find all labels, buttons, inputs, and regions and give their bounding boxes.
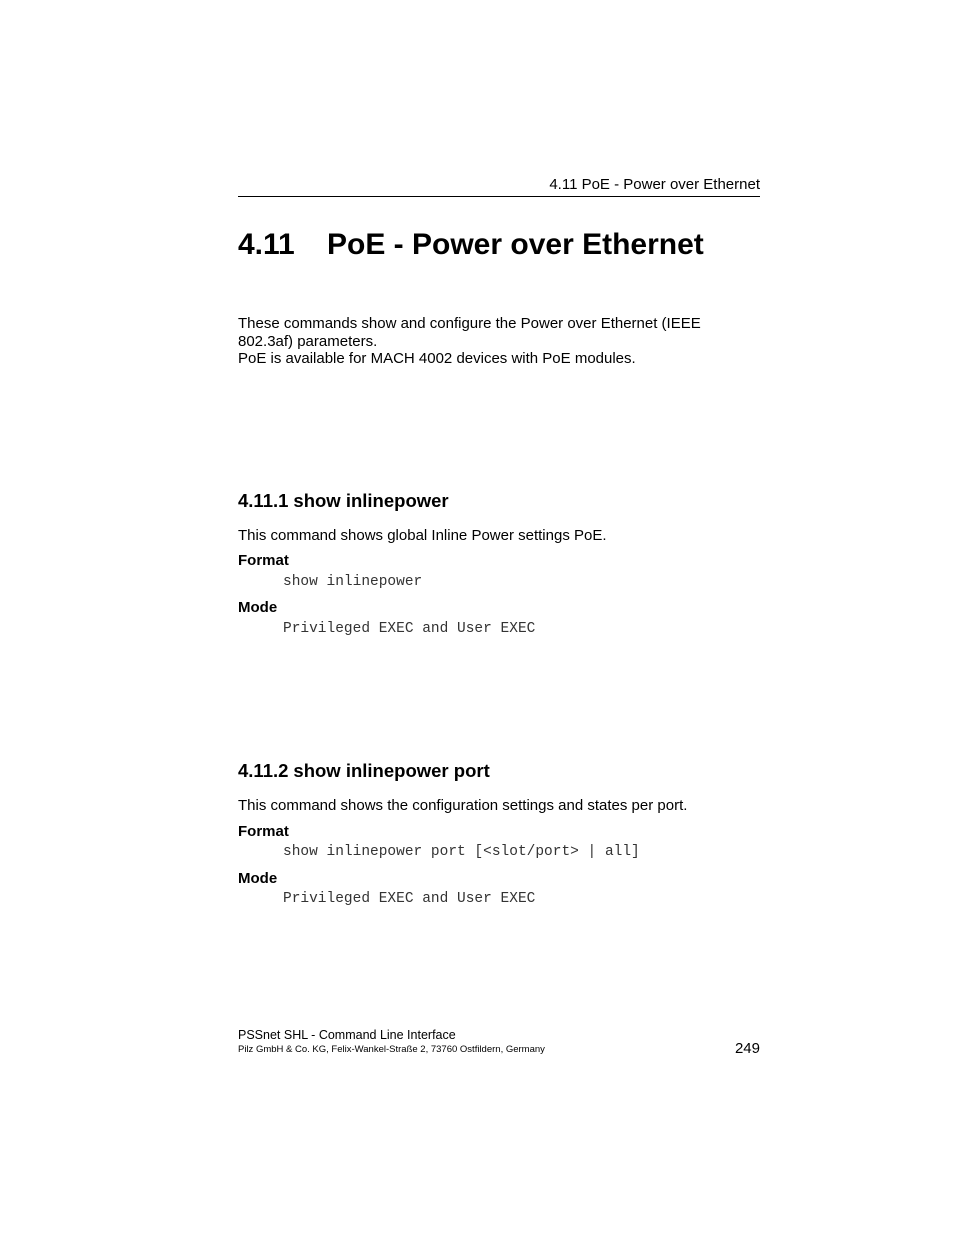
mode-label: Mode xyxy=(238,599,278,616)
intro-line: PoE is available for MACH 4002 devices with PoE modules. xyxy=(238,350,636,367)
chapter-heading xyxy=(238,228,704,262)
format-label: Format xyxy=(238,552,289,569)
section-number: 4.11.2 xyxy=(238,760,289,781)
intro-line: These commands show and configure the Power over Ethernet (IEEE xyxy=(238,315,701,332)
running-header: 4.11 PoE - Power over Ethernet xyxy=(549,176,760,193)
section-number: 4.11.1 xyxy=(238,490,289,511)
section-description: This command shows the configuration settings and states per port. xyxy=(238,797,688,814)
chapter-title: PoE - Power over Ethernet xyxy=(327,228,704,261)
footer-address: Pilz GmbH & Co. KG, Felix-Wankel-Straße 2, 73760 Ostfildern, Germany xyxy=(238,1044,545,1055)
mode-value: Privileged EXEC and User EXEC xyxy=(283,891,536,907)
chapter-number: 4.11 xyxy=(238,228,295,261)
page-number: 249 xyxy=(734,1040,760,1057)
section-heading xyxy=(238,490,449,512)
section-description: This command shows global Inline Power settings PoE. xyxy=(238,527,607,544)
section-title: show inlinepower port xyxy=(293,760,490,781)
section-title: show inlinepower xyxy=(293,490,449,511)
chapter-intro xyxy=(238,315,760,368)
mode-label: Mode xyxy=(238,870,278,887)
section-heading xyxy=(238,760,490,782)
format-label: Format xyxy=(238,823,289,840)
mode-value: Privileged EXEC and User EXEC xyxy=(283,621,536,637)
header-divider xyxy=(238,196,760,197)
intro-line: 802.3af) parameters. xyxy=(238,332,378,350)
format-command: show inlinepower xyxy=(283,574,423,590)
footer-title: PSSnet SHL - Command Line Interface xyxy=(238,1028,456,1042)
format-command: show inlinepower port [<slot/port> | all] xyxy=(283,844,640,860)
